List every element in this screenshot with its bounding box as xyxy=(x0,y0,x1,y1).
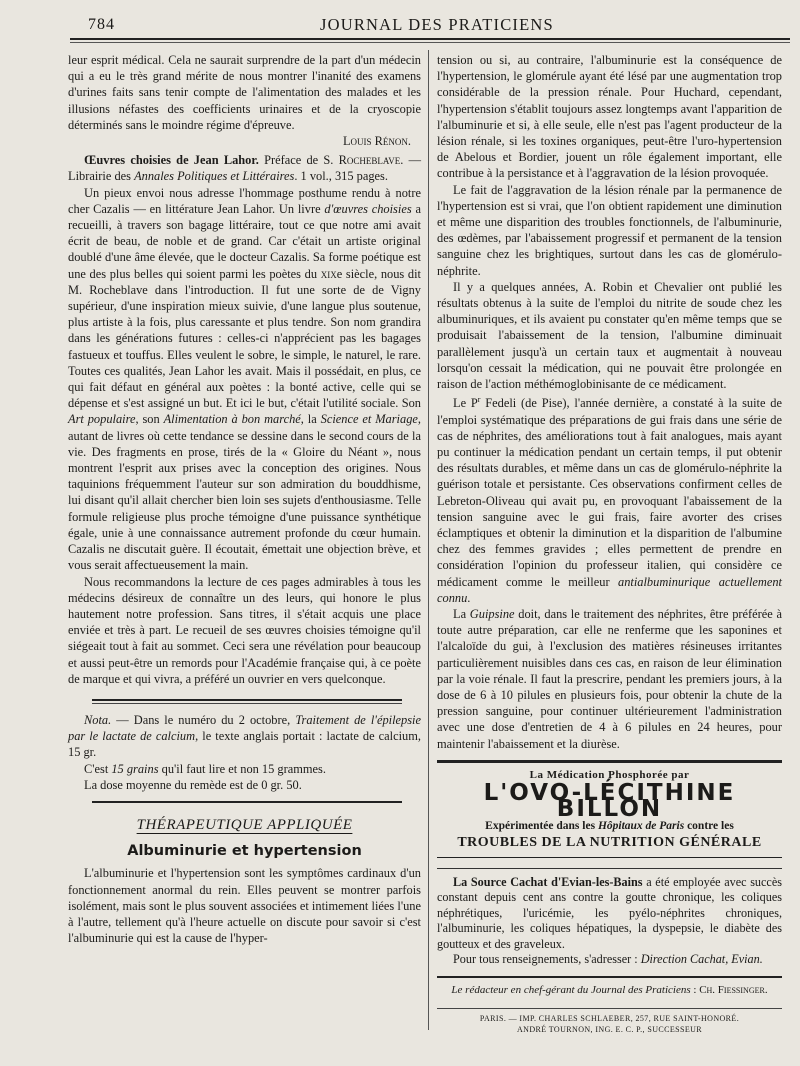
text-span: Fedeli (de Pise), l'année dernière, a constaté à la suite de l'emploi systématique des préparations de gui frais dans une série de cas de néphrites, des améliorations tout à fait analogues, mais ayant pu continuer la médication pendant un certain temps, il put obtenir des résultats durables, et même dans un cas de glomérulo-néphrite la guérison totale et persistante. Ces observations confirment celles de Lebreton-Oliveau qui avait pu, en provoquant l'abaissement de la tension sanguine avec le gui frais, faire avorter des crises éclamptiques et obtenir la diminution et la disparition de l'albumine chez des femmes gravides ; elles permettent de prendre en considération l'opinion du professeur italien, qui considère ce médicament comme le meilleur xyxy=(437,396,782,589)
ad-line xyxy=(437,818,782,834)
imprint-line: PARIS. — IMP. CHARLES SCHLAEBER, 257, RUE SAINT-HONORÉ. xyxy=(479,1014,740,1024)
paragraph: tension ou si, au contraire, l'albuminurie est la conséquence de l'hypertension, le glomérule ayant été lésé par une augmentation trop considérable de la pression rénale. Pour Huchard, cependant, l'hypertension s'établit toujours assez longtemps avant l'apparition de l'albuminurie et si, à elle seule, elle n'est pas l'agent producteur de la lésion rénale, si les toxines organiques, peut-être l'uro-hypertension de Abelous et Bordier, jouent un rôle également important, elle contribue à la persistance et à l'aggravation de la lésion provoquée. xyxy=(437,53,782,181)
text-span: qu'il faut lire et non 15 grammes. xyxy=(158,761,326,776)
text-span: Pour tous renseignements, s'adresser : xyxy=(453,952,641,967)
right-column xyxy=(437,52,782,1035)
text-span: , la xyxy=(300,412,321,427)
paragraph xyxy=(437,392,782,606)
paragraph: Il y a quelques années, A. Robin et Chevalier ont publié les résultats obtenus à la suite de l'emploi du nitrite de soude chez les albuminuriques, et ils avaient pu constater qu'en même temps que se produisait l'abaissement de la tension, l'albumine diminuait parallèlement jusqu'à un certain taux et augmentait à nouveau lorsqu'on cessait la médication, qui ne pouvait être prolongée en raison de l'action méthémoglobinisante de ce médicament. xyxy=(437,279,782,392)
italic-span: antialbuminurique actuellement connu xyxy=(437,574,782,605)
italic-span: Hôpitaux de Paris xyxy=(597,820,685,833)
superscript: r xyxy=(477,395,481,405)
century-numeral: xix xyxy=(320,266,337,281)
advertisement-cachat xyxy=(437,868,782,968)
text-span: e siècle, nous dit M. Rocheblave dans l'introduction. Il fut une sorte de de Vigny supérieur, d'une inspiration mieux suivie, d'une langue plus soutenue, plus artiste à la fois, plus caressante et plus tendre. Son nom grandira dans les générations futures : celles-ci n'apprécient pas les bagages fastueux et touffus. Elles veulent le sobre, le simple, le naturel, le rare. Toutes ces qualités, Jean Lahor les avait. Mais il possédait, en plus, ce qui fait défaut en général aux poètes : la bonté active, celle qui se dépense et s'est assigné un but. Et ici le but, c'était l'utilité sociale. Son xyxy=(68,266,421,411)
ad-paragraph xyxy=(437,952,782,968)
italic-span: Direction Cachat, Evian. xyxy=(640,952,763,967)
ad-product-name: L'OVO-LÉCITHINE BILLON xyxy=(483,780,736,823)
header-rule-thin xyxy=(70,42,790,43)
book-review-heading xyxy=(68,152,421,184)
text-span: doit, dans le traitement des néphrites, être préférée à toute autre préparation, car elle ne renferme que les saponines et l'alcaloïde du gui, à l'exclusion des matières résineuses irritantes particulièrement nuisibles dans ces cas, en raison de leur élimination par la voie rénale. Il faut la prescrire, pendant les premiers jours, à la dose de 6 à 10 pilules en plusieurs fois, pour obtenir la chute de la pression sanguine, pour continuer ultérieurement l'administration avec une dose d'entretien de 4 à 6 pilules en 24 heures, pour maintenir l'abaissement et la diurèse. xyxy=(437,607,782,751)
text-span: C'est xyxy=(84,761,112,776)
separator-rule xyxy=(92,801,402,803)
text-span: , le texte anglais portait : lactate de calcium, 15 gr. xyxy=(68,729,421,760)
editor-line xyxy=(437,976,782,998)
italic-span: Journal des Praticiens xyxy=(591,983,691,996)
italic-span: Guipsine xyxy=(469,607,515,622)
note-paragraph: La dose moyenne du remède est de 0 gr. 50. xyxy=(84,777,302,792)
italic-span: d'œuvres choisies xyxy=(324,201,412,216)
text-span: a été employée avec succès constant depuis cent ans contre la goutte chronique, les coliques néphrétiques, l'uricémie, les pyélo-néphrites chroniques, l'albuminurie, les coliques hépatiques, la dyspepsie, le diabète des goutteux et des graveleux. xyxy=(437,874,782,951)
text-span: Le P xyxy=(453,396,478,411)
text-span: Un pieux envoi nous adresse l'hommage posthume rendu à notre cher Cazalis — en littérature Jean Lahor. Un livre xyxy=(68,185,421,216)
advertisement-ovo-lecithine xyxy=(437,760,782,858)
paragraph: L'albuminurie et l'hypertension sont les symptômes cardinaux d'un fonctionnement anormal du rein. Elles peuvent se montrer parfois isolément, mais sont le plus souvent associées et intimement liées l'une à l'autre, tellement qu'à l'heure actuelle on discute pour savoir si c'est l'albuminurie qui est la cause de l'hyper- xyxy=(68,866,421,946)
book-preface-author: Rocheblave xyxy=(338,153,401,168)
ad-paragraph xyxy=(437,875,782,953)
text-span: La xyxy=(453,607,470,622)
book-title: Œuvres choisies de Jean Lahor. xyxy=(84,153,259,168)
italic-span: Science et Mariage xyxy=(320,412,418,427)
ad-line: TROUBLES DE LA NUTRITION GÉNÉRALE xyxy=(457,834,762,850)
italic-span: Alimentation à bon marché xyxy=(163,412,301,427)
note-paragraph xyxy=(68,761,421,777)
paragraph: Le fait de l'aggravation de la lésion rénale par la permanence de l'hypertension est si vrai, que l'on obtient rapidement une diminution et même une disparition des troubles fonctionnels, de l'albuminurie, des œdèmes, par l'abaissement progressif et permanent de la tension sanguine chez les brightiques, surtout dans les cas de glomérulo-néphrite. xyxy=(437,182,782,278)
page-header xyxy=(0,0,800,40)
column-divider xyxy=(428,50,429,1030)
ad-line: La Médication Phosphorée par xyxy=(529,768,690,781)
paragraph: leur esprit médical. Cela ne saurait surprendre de la part d'un médecin qui a eu le très grand mérite de nous montrer l'inanité des examens d'urines faits sans tenir compte de l'alimentation des malades et les illusions néfastes des coefficients urinaires et de la cryoscopie déterminés sans le moindre régime d'épreuve. xyxy=(68,53,421,132)
text-span: Le rédacteur en chef-gérant du xyxy=(451,983,592,996)
editor-name: : Ch. Fiessinger. xyxy=(690,983,768,996)
italic-span: Art populaire xyxy=(68,412,136,427)
book-volume: . 1 vol., 315 pages. xyxy=(294,169,388,184)
text-span: , autant de livres où cette tendance se dessine dans le second cours de la vie. Des fragments en prose, tirés de la « Gloire du Néant », nous montrent l'esprit aux prises avec la conception des origines. Nous taquinions fréquemment l'auteur sur son admiration du bouddhisme, lui disant qu'il allait chercher bien loin ses sujets d'enthousiasme. Telle formule religieuse plus proche témoigne d'une puissance synthétique égale, unie à une connaissance autrement profonde du cœur humain. Cazalis ne discutait guère. Il écoutait, émettait une objection brève, et vous serait affectueusement la main. xyxy=(68,412,421,573)
text-span: contre les xyxy=(684,820,734,833)
note-paragraph xyxy=(68,712,421,761)
italic-span: Traitement de l'épilepsie par le lactate de calcium xyxy=(68,712,421,744)
header-rule xyxy=(70,38,790,40)
article-title: Albuminurie et hypertension xyxy=(127,843,362,860)
paragraph xyxy=(68,185,421,574)
text-span: , son xyxy=(135,412,164,427)
note-label: Nota. xyxy=(84,712,112,727)
left-column xyxy=(68,52,421,946)
text-span: Expérimentée dans les xyxy=(485,820,598,833)
ad-brand: La Source Cachat d'Evian-les-Bains xyxy=(453,874,643,889)
imprint-line: ANDRÉ TOURNON, ING. E. C. P., SUCCESSEUR xyxy=(516,1025,703,1035)
author-signature: Louis Rénon. xyxy=(342,134,411,149)
book-publisher: . — Librairie des xyxy=(68,153,421,184)
paragraph: Nous recommandons la lecture de ces pages admirables à tous les médecins désireux de connaître un des leurs, qui honore le plus hautement notre profession. Sans titres, il s'était acquis une place enviée et très à part. Le recueil de ses œuvres choisies témoigne qu'il siégeait tout à fait au sommet. Ceci sera une révélation pour beaucoup et aussi peut-être un remords pour l'Académie française qui, à ce poète de marque et qui vivra, a préféré un ouvrier en vers quelconque. xyxy=(68,574,421,686)
publisher-name: Annales Politiques et Littéraires xyxy=(134,169,295,184)
separator-rule-thin xyxy=(92,703,402,704)
text-span: — Dans le numéro du 2 octobre, xyxy=(111,712,296,727)
section-heading: THÉRAPEUTIQUE APPLIQUÉE xyxy=(136,816,353,833)
text-span: . xyxy=(467,590,471,605)
page-number: 784 xyxy=(88,16,115,33)
journal-title: JOURNAL DES PRATICIENS xyxy=(320,15,554,34)
separator-rule xyxy=(92,699,402,701)
paragraph xyxy=(437,606,782,752)
text-span: a recueilli, à travers son bagage littéraire, tout ce que notre ami avait écrit de beau, de noble et de grand. Car c'était un artiste original doublé d'une âme élevée, que le docteur Cazalis. Sa forme poétique est une des plus belles qui soient parmi les poètes du xyxy=(68,201,421,281)
printer-imprint xyxy=(437,1008,782,1035)
book-preface: Préface de S. xyxy=(258,153,339,168)
italic-span: 15 grains xyxy=(111,761,159,776)
